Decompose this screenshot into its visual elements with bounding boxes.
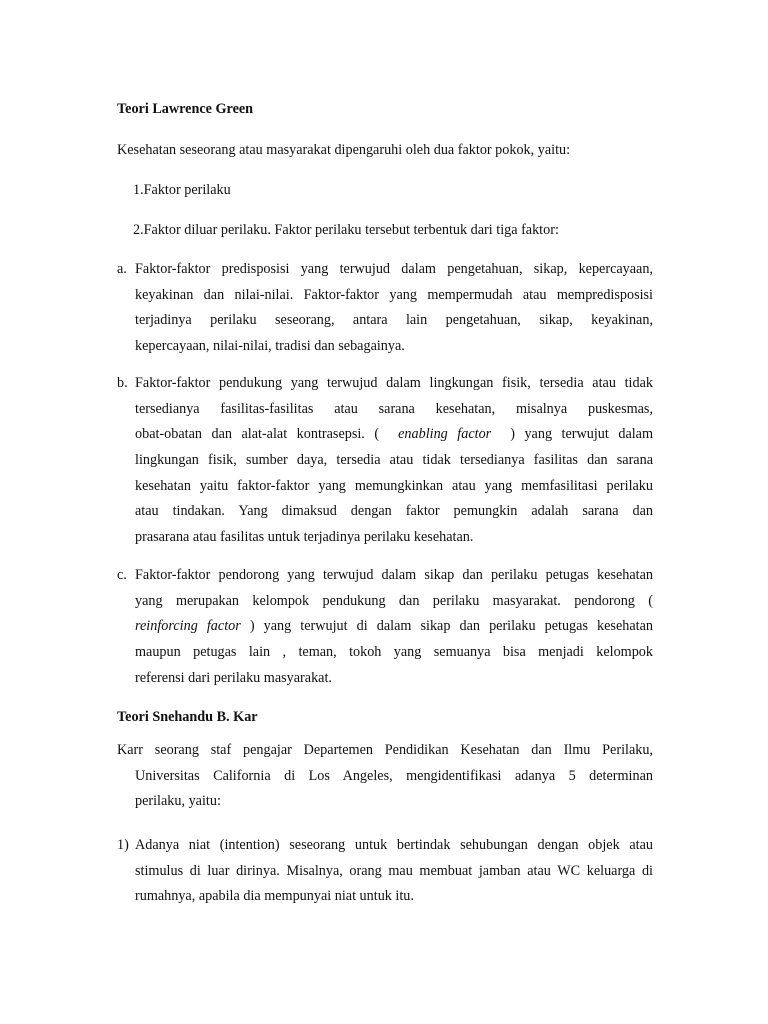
text-line: [135, 422, 653, 448]
text-line: yang merupakan kelompok pendukung dan perilaku masyarakat. pendorong (: [135, 592, 653, 609]
text-line: Karr seorang staf pengajar Departemen Pendidikan Kesehatan dan Ilmu Perilaku,: [117, 742, 653, 758]
text-line: tersedianya fasilitas-fasilitas atau sarana kesehatan, misalnya puskesmas,: [135, 400, 653, 417]
text-line: stimulus di luar dirinya. Misalnya, orang mau membuat jamban atau WC keluarga di: [135, 862, 653, 879]
text-line: Faktor-faktor pendorong yang terwujud dalam sikap dan perilaku petugas kesehatan: [135, 567, 653, 583]
list-item-text: [135, 563, 653, 691]
text-line: terjadinya perilaku seseorang, antara lain pengetahuan, sikap, keyakinan,: [135, 312, 653, 329]
heading-lawrence-green: Teori Lawrence Green: [117, 101, 254, 117]
text-line: Faktor-faktor predisposisi yang terwujud dalam pengetahuan, sikap, kepercayaan,: [135, 261, 653, 277]
list-marker: 1): [117, 837, 129, 853]
heading-snehandu-kar: Teori Snehandu B. Kar: [117, 709, 258, 725]
text-run: ) yang terwujut dalam: [510, 426, 654, 443]
list-marker: c.: [117, 567, 127, 583]
list-item-text: [135, 257, 653, 360]
text-line: Universitas California di Los Angeles, mengidentifikasi adanya 5 determinan: [135, 767, 653, 784]
enabling-factor-term: enabling factor: [398, 426, 492, 443]
text-line: referensi dari perilaku masyarakat.: [135, 669, 332, 686]
karr-continuation: [135, 764, 653, 815]
text-line: rumahnya, apabila dia mempunyai niat untuk itu.: [135, 888, 414, 905]
text-line: Faktor-faktor pendukung yang terwujud dalam lingkungan fisik, tersedia atau tidak: [135, 375, 653, 391]
factor-2: 2.Faktor diluar perilaku. Faktor perilaku tersebut terbentuk dari tiga faktor:: [133, 222, 559, 238]
intro-paragraph: Kesehatan seseorang atau masyarakat dipengaruhi oleh dua faktor pokok, yaitu:: [117, 142, 571, 158]
list-marker: b.: [117, 375, 128, 391]
text-line: perilaku, yaitu:: [135, 793, 221, 810]
text-run: ) yang terwujut di dalam sikap dan perilaku petugas kesehatan: [249, 618, 653, 635]
text-run: obat-obatan dan alat-alat kontrasepsi. (: [135, 426, 380, 443]
text-line: kepercayaan, nilai-nilai, tradisi dan sebagainya.: [135, 338, 405, 355]
list-marker: a.: [117, 261, 127, 277]
list-item-text: [135, 371, 653, 551]
text-line: lingkungan fisik, sumber daya, tersedia atau tidak tersedianya fasilitas dan sarana: [135, 452, 653, 469]
text-line: prasarana atau fasilitas untuk terjadinya perilaku kesehatan.: [135, 529, 474, 546]
list-item-text: [135, 833, 653, 910]
text-line: Adanya niat (intention) seseorang untuk bertindak sehubungan dengan objek atau: [135, 837, 653, 853]
text-line: maupun petugas lain , teman, tokoh yang semuanya bisa menjadi kelompok: [135, 644, 653, 661]
text-line: keyakinan dan nilai-nilai. Faktor-faktor yang mempermudah atau mempredisposisi: [135, 286, 653, 303]
reinforcing-factor-term: reinforcing factor: [135, 618, 241, 635]
factor-1: 1.Faktor perilaku: [133, 182, 231, 198]
text-line: kesehatan yaitu faktor-faktor yang memungkinkan atau yang memfasilitasi perilaku: [135, 477, 653, 494]
text-line: atau tindakan. Yang dimaksud dengan faktor pemungkin adalah sarana dan: [135, 503, 653, 520]
text-line: [135, 614, 653, 640]
